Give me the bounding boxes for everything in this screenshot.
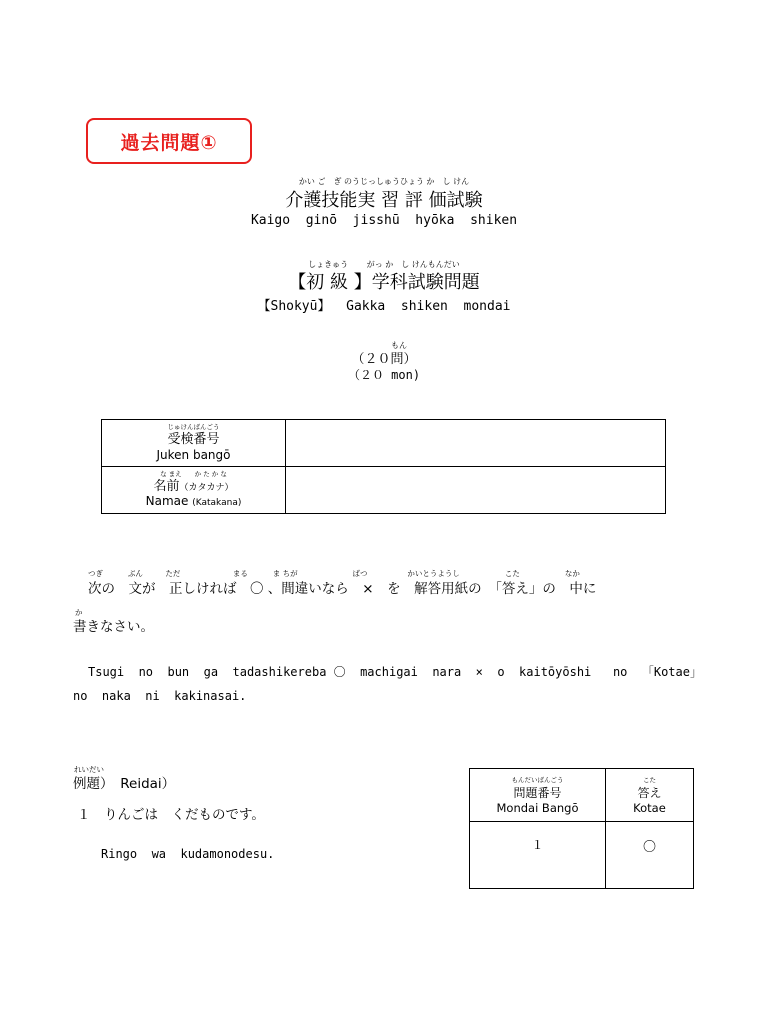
answer-header: こた 答え Kotae: [606, 769, 694, 822]
table-row: [102, 467, 666, 514]
examinee-info-table: [101, 419, 666, 514]
question-number-cell: １: [470, 822, 606, 889]
example-label: 例題） Reidai）: [73, 776, 176, 792]
answer-table: [469, 768, 694, 889]
example-ruby: れいだい: [74, 765, 104, 774]
instruction-romaji1: Tsugi no bun ga tadashikereba 〇 machigai nara × o kaitōyōshi no 「Kotae」: [88, 665, 702, 679]
badge-label: 過去問題①: [120, 131, 218, 154]
example-item: １ りんごは くだものです。: [77, 807, 265, 823]
table-row: [470, 769, 694, 822]
question-number-header: もんだいばんごう 問題番号 Mondai Bangō: [470, 769, 606, 822]
instruction-ruby2: か: [75, 608, 83, 617]
table-row: [102, 420, 666, 467]
instruction-line2: 書きなさい。: [73, 619, 154, 635]
count-jp: （２０問）: [351, 352, 417, 367]
table-row: [470, 822, 694, 889]
past-question-badge: [86, 118, 252, 164]
title1-ruby: かい ご ぎ のうじっしゅうひょう か し けん: [298, 177, 470, 186]
exam-number-label: じゅけんばんごう 受検番号 Juken bangō: [102, 420, 286, 467]
count-ruby: もん: [391, 341, 407, 350]
name-label: な まえ か た か な 名前（カタカナ） Namae (Katakana): [102, 467, 286, 514]
exam-number-field[interactable]: [286, 420, 666, 467]
title1-jp: 介護技能実 習 評 価試験: [285, 190, 483, 211]
name-field[interactable]: [286, 467, 666, 514]
instruction-romaji2: no naka ni kakinasai.: [73, 689, 247, 703]
example-item-romaji: Ringo wa kudamonodesu.: [101, 847, 275, 861]
title2-romaji: 【Shokyū】 Gakka shiken mondai: [257, 299, 511, 314]
title2-jp: 【初 級 】学科試験問題: [288, 272, 480, 293]
title2-ruby: しょきゅう がっ か し けんもんだい: [308, 260, 460, 269]
instruction-line1: 次の 文が 正しければ 〇 、間違いなら × を 解答用紙の 「答え」の 中に: [88, 581, 597, 597]
title1-romaji: Kaigo ginō jisshū hyōka shiken: [250, 213, 518, 228]
count-romaji: （２０ mon): [347, 368, 421, 382]
instruction-ruby: つぎ ぶん ただ まる ま ちが ばつ かいとうようし こた なか: [88, 569, 580, 578]
answer-cell[interactable]: 〇: [606, 822, 694, 889]
